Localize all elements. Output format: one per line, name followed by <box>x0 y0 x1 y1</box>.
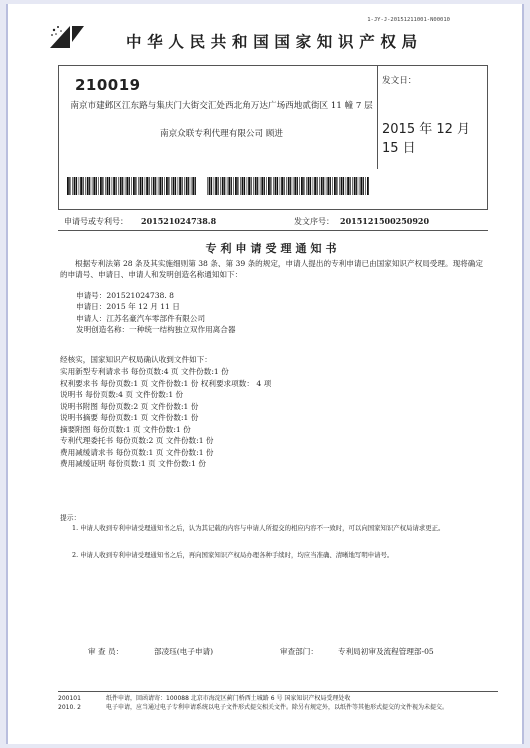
footer-code: 200101 <box>58 695 81 702</box>
application-fields <box>76 290 501 336</box>
sequence-number: 2015121500250920 <box>340 216 430 226</box>
file-item: 费用减缓证明 每份页数:1 页 文件份数:1 份 <box>60 459 206 468</box>
file-item: 摘要附图 每份页数:1 页 文件份数:1 份 <box>60 424 191 434</box>
department-label: 审查部门： <box>280 647 318 656</box>
file-item: 说明书附图 每份页数:2 页 文件份数:1 份 <box>60 401 199 411</box>
sequence-number-label: 发文序号： <box>294 217 334 226</box>
office-title: 中华人民共和国国家知识产权局 <box>126 33 423 51</box>
header-divider <box>377 66 378 169</box>
addressee-box <box>58 65 488 210</box>
verify-statement: 经核实，国家知识产权局确认收到文件如下： <box>60 355 212 364</box>
application-number-label: 申请号或专利号： <box>64 217 128 226</box>
file-item: 说明书 每份页数:4 页 文件份数:1 份 <box>60 390 184 399</box>
recipient-agency: 南京众联专利代理有限公司 顾进 <box>159 129 284 139</box>
footer-text: 电子申请，应当通过电子专利申请系统以电子文件形式提交相关文件。除另有规定外，以纸件等其他形式提交的文件视为未提交。 <box>106 703 449 711</box>
notice-title: 专利申请受理通知书 <box>205 242 341 255</box>
footer-row <box>58 695 498 704</box>
file-item: 权利要求书 每份页数:1 页 文件份数:1 份 权利要求项数： 4 项 <box>60 378 272 388</box>
file-item: 说明书摘要 每份页数:1 页 文件份数:1 份 <box>60 413 199 422</box>
file-item: 专利代理委托书 每份页数:2 页 文件份数:1 份 <box>60 436 214 445</box>
file-item: 实用新型专利请求书 每份页数:4 页 文件份数:1 份 <box>60 367 229 376</box>
intro-paragraph: 根据专利法第 28 条及其实施细则第 38 条、第 39 条的规定，申请人提出的专利申请已由国家知识产权局受理。现将确定的申请号、申请日、申请人和发明创造名称通知如下： <box>60 259 483 280</box>
footer-text: 纸件申请，回函请寄：100088 北京市海淀区蓟门桥西土城路 6 号 国家知识产权局受理处收 <box>106 695 351 702</box>
footer-row <box>58 704 498 713</box>
footer-notes <box>58 691 498 712</box>
postcode: 210019 <box>75 76 141 94</box>
barcode-left <box>67 177 197 195</box>
examiner-label: 审 查 员： <box>88 647 124 656</box>
application-number: 201521024738.8 <box>141 216 217 226</box>
received-files-list <box>60 366 485 470</box>
sipo-logo-icon <box>48 22 86 52</box>
document-code: 1-JY-J-20151211001-N00010 <box>367 17 450 23</box>
application-meta-row <box>58 212 488 231</box>
file-item: 费用减缓请求书 每份页数:1 页 文件份数:1 份 <box>60 447 214 457</box>
examiner-name: 部凌珏(电子申请) <box>154 647 214 656</box>
field-application-date: 申请日：2015 年 12 月 11 日 <box>76 302 180 312</box>
tip-item: 1. 申请人收到专利申请受理通知书之后，认为其记载的内容与申请人所提交的相应内容不一致时，可以向国家知识产权局请求更正。 <box>72 524 445 532</box>
barcode-right <box>207 177 369 195</box>
send-date-label: 发文日： <box>382 76 417 86</box>
field-invention-title: 发明创造名称：一种统一结构独立双作用离合器 <box>76 325 236 335</box>
recipient-address: 南京市建邺区江东路与集庆门大街交汇处西北角万达广场西地贰街区 11 幢 7 层 <box>70 101 373 111</box>
footer-code: 2010. 2 <box>58 703 81 711</box>
tip-item: 2. 申请人收到专利申请受理通知书之后，再向国家知识产权局办理各种手续时，均应当准确、清晰地写明申请号。 <box>72 551 394 559</box>
notice-page <box>6 4 524 744</box>
tips-heading: 提示： <box>60 514 81 522</box>
send-date-value: 2015 年 12 月 15 日 <box>382 122 471 156</box>
department-name: 专利局初审及流程管理部-05 <box>338 647 434 656</box>
field-application-number: 申请号：201521024738. 8 <box>76 291 175 300</box>
field-applicant: 申请人：江苏名豪汽车零部件有限公司 <box>76 313 206 323</box>
